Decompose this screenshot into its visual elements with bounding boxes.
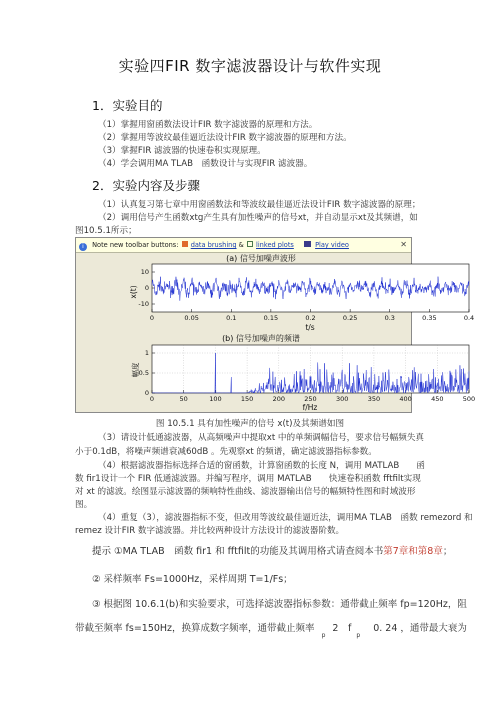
hint-text: ①MA TLAB 函数 fir1 和 fftfilt的功能及其调用格式请查阅本书	[114, 546, 384, 557]
step-line-2: （2）调用信号产生函数xtg产生具有加性噪声的信号xt，并自动显示xt及其频谱，如	[98, 213, 418, 223]
hint-line-3: ③ 根据图 10.6.1(b)和实验要求，可选择滤波器指标参数：通带截止频率 fp=120Hz，阻	[92, 599, 467, 610]
chart-a-xlabel: t/s	[305, 323, 315, 332]
step-b-line-7: （4）重复（3），滤波器指标不变，但改用等波纹最佳逼近法，调用MA TLAB 函数 remezord 和	[98, 513, 473, 523]
chart-b-xlabel: f/Hz	[302, 403, 318, 412]
hint-end: ；	[442, 546, 453, 557]
step-line-1: （1）认真复习第七章中用窗函数法和等波纹最佳逼近法设计FIR 数字滤波器的原理；	[98, 200, 421, 210]
linked-plots-link[interactable]: linked plots	[256, 241, 294, 249]
step-b-line-6: 图。	[75, 500, 93, 510]
chart-a-xtick-label: 0.2	[305, 314, 316, 322]
chart-b-xtick-label: 400	[399, 395, 412, 403]
chart-b-xtick-label: 100	[209, 395, 222, 403]
chart-b-xtick-label: 200	[272, 395, 286, 403]
purpose-item-4: （4）学会调用MA TLAB 函数设计与实现FIR 滤波器。	[98, 159, 313, 169]
formula-2f: 2 f	[332, 623, 352, 634]
chart-b-xtick-label: 150	[240, 395, 254, 403]
chart-a-ytick-label: 0	[144, 284, 149, 292]
subscript-p: p	[321, 632, 326, 639]
step-b-line-3: （4）根据滤波器指标选择合适的窗函数，计算窗函数的长度 N，调用 MATLAB 函	[98, 461, 425, 471]
purpose-item-2: （2）掌握用等波纹最佳逼近法设计FIR 数字滤波器的原理和方法。	[98, 133, 352, 143]
chart-a-xtick-label: 0.05	[184, 314, 199, 322]
chart-b-ytick-label: 0	[144, 389, 149, 397]
hint-line-2: ② 采样频率 Fs=1000Hz，采样周期 T=1/Fs；	[92, 574, 293, 585]
step-line-3: 图10.5.1所示；	[75, 226, 137, 236]
chart-b-ytick-label: 1	[144, 349, 149, 357]
chart-a-xtick-label: 0.3	[384, 314, 395, 322]
chart-b-xtick-label: 350	[367, 395, 381, 403]
page-title: 实验四FIR 数字滤波器设计与软件实现	[118, 57, 382, 75]
chart-a-xtick-label: 0.35	[422, 314, 437, 322]
chart-a-xtick-label: 0.4	[463, 314, 475, 322]
chart-a-ytick-label: 10	[140, 268, 149, 276]
hint-line-4	[75, 622, 467, 642]
chart-a-ytick-label: -10	[138, 300, 149, 308]
info-icon: i	[79, 243, 87, 251]
chart-a-ylabel: x(t)	[129, 285, 138, 299]
hint-line-4-text: 带截至频率 fs=150Hz，换算成数字频率，通带截止频率	[75, 623, 315, 634]
chart-b-xtick-label: 450	[431, 395, 444, 403]
chart-a-xtick-label: 0.1	[226, 314, 237, 322]
chart-a-axes	[152, 264, 469, 312]
brushing-icon	[182, 241, 188, 247]
figure-plots	[76, 252, 476, 412]
hint-label: 提示	[92, 546, 112, 557]
chart-a-xtick-label: 0	[149, 314, 155, 322]
purpose-item-3: （3）掌握FIR 滤波器的快速卷积实现原理。	[98, 146, 266, 156]
section-heading-purpose: 1．实验目的	[92, 98, 163, 113]
step-b-line-1: （3）请设计低通滤波器，从高频噪声中提取xt 中的单频调幅信号，要求信号幅频失真	[98, 433, 425, 443]
figure-caption: 图 10.5.1 具有加性噪声的信号 x(t)及其频谱如图	[155, 419, 345, 429]
step-b-line-8: remez 设计FIR 数字滤波器。并比较两种设计方法设计的滤波器阶数。	[75, 526, 345, 536]
data-brushing-link[interactable]: data brushing	[190, 241, 237, 249]
chart-b-xtick-label: 300	[335, 395, 349, 403]
step-b-line-5: 对 xt 的滤波。绘图显示滤波器的频响特性曲线、滤波器输出信号的幅频特性图和时域波形	[75, 487, 416, 497]
purpose-item-1: （1）掌握用窗函数法设计FIR 数字滤波器的原理和方法。	[98, 120, 318, 130]
toolbar-notice-bar	[76, 238, 411, 253]
chart-b-xtick-label: 50	[179, 395, 188, 403]
chart-b-title: (b) 信号加噪声的频谱	[222, 334, 300, 343]
step-b-line-4: 数 fir1设计一个 FIR 低通滤波器。并编写程序，调用 MATLAB 快速卷积函数 fftfilt实现	[75, 474, 421, 484]
chart-a-title: (a) 信号加噪声波形	[226, 254, 296, 263]
hint-chapter-ref: 第7章和第8章	[383, 546, 443, 557]
linked-plots-icon	[247, 241, 253, 247]
hint-line-1	[92, 545, 452, 558]
notice-text: Note new toolbar buttons:	[92, 241, 179, 249]
chart-a-xtick-label: 0.15	[263, 314, 279, 322]
matlab-figure-window	[75, 237, 476, 413]
hint-line-4-end: 0. 24 ，通带最大衰为	[373, 623, 467, 634]
chart-b-xtick-label: 250	[304, 395, 317, 403]
chart-b-xtick-label: 500	[462, 395, 476, 403]
play-video-link[interactable]: Play video	[315, 241, 349, 249]
subscript-p2: p	[356, 632, 361, 639]
chart-b-ylabel: 幅度	[131, 362, 140, 378]
chart-b-ytick-label: 0.5	[138, 369, 149, 377]
close-icon[interactable]: ✕	[400, 240, 407, 249]
chart-b-xtick-label: 0	[149, 395, 155, 403]
video-icon	[304, 241, 311, 247]
step-b-line-2: 小于0.1dB，将噪声频谱衰减60dB 。先观察xt 的频谱，确定滤波器指标参数。	[75, 447, 377, 457]
ampersand: &	[238, 241, 244, 249]
chart-a-xtick-label: 0.25	[342, 314, 358, 322]
section-heading-steps: 2．实验内容及步骤	[92, 178, 200, 193]
